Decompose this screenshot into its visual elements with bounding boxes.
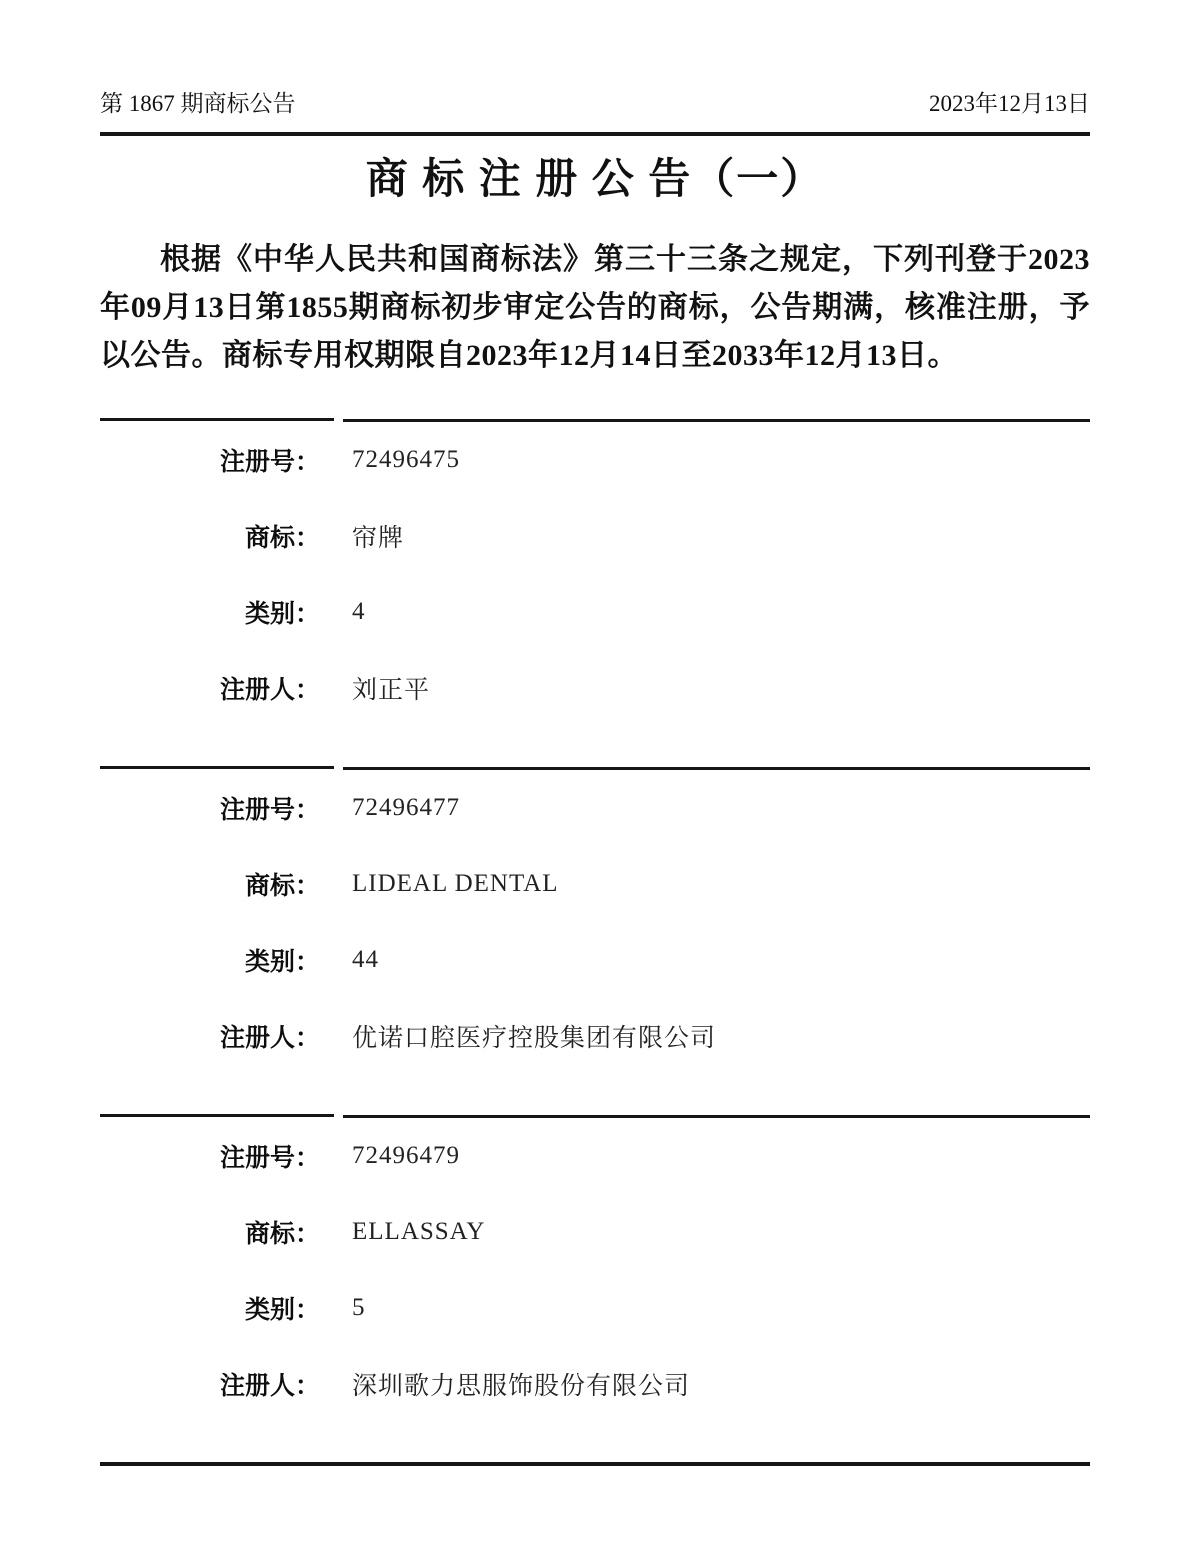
field-value-reg-no: 72496475: [352, 446, 460, 473]
record-field-row: [100, 846, 1090, 922]
field-label-reg-no: 注册号：: [219, 449, 320, 476]
record-body: [100, 422, 1090, 766]
divider-segment-left: [100, 1114, 334, 1117]
record-field-row: [100, 574, 1090, 650]
field-label-category: 类别：: [244, 601, 320, 628]
record-field-row: [100, 498, 1090, 574]
record-field-row: [100, 650, 1090, 726]
field-value-reg-no: 72496479: [352, 1142, 460, 1169]
field-label-category: 类别：: [244, 1297, 320, 1324]
divider-segment-left: [100, 418, 334, 421]
intro-paragraph: 根据《中华人民共和国商标法》第三十三条之规定，下列刊登于2023年09月13日第1855期商标初步审定公告的商标，公告期满，核准注册，予以公告。商标专用权期限自2023年12月14日至2033年12月13日。: [100, 243, 1090, 372]
record-body: [100, 1118, 1090, 1462]
page-title: 商 标 注 册 公 告（一）: [365, 157, 825, 203]
field-value-trademark: 帘牌: [352, 525, 405, 552]
record-body: [100, 770, 1090, 1114]
field-value-registrant: 深圳歌力思服饰股份有限公司: [352, 1373, 691, 1400]
header-divider: [100, 132, 1090, 136]
field-label-reg-no: 注册号：: [219, 797, 320, 824]
header-issue-label: 第 1867 期商标公告: [100, 91, 296, 116]
field-label-reg-no: 注册号：: [219, 1145, 320, 1172]
field-value-registrant: 优诺口腔医疗控股集团有限公司: [352, 1025, 717, 1052]
field-value-reg-no: 72496477: [352, 794, 460, 821]
field-value-category: 4: [352, 598, 366, 625]
record-field-row: [100, 770, 1090, 846]
field-label-trademark: 商标：: [244, 873, 320, 900]
trademark-record: [100, 1114, 1090, 1462]
divider-segment-right: [343, 419, 1090, 422]
record-field-row: [100, 1118, 1090, 1194]
field-value-registrant: 刘正平: [352, 677, 431, 704]
divider-segment-right: [343, 767, 1090, 770]
page-header: [100, 0, 1090, 118]
record-field-row: [100, 1270, 1090, 1346]
record-field-row: [100, 422, 1090, 498]
divider-segment-left: [100, 766, 334, 769]
field-value-trademark: ELLASSAY: [352, 1218, 486, 1245]
record-field-row: [100, 998, 1090, 1074]
field-label-trademark: 商标：: [244, 525, 320, 552]
field-value-category: 44: [352, 946, 379, 973]
divider-segment-right: [343, 1115, 1090, 1118]
record-field-row: [100, 1194, 1090, 1270]
record-field-row: [100, 922, 1090, 998]
record-field-row: [100, 1346, 1090, 1422]
field-value-category: 5: [352, 1294, 366, 1321]
field-label-registrant: 注册人：: [219, 677, 320, 704]
trademark-record: [100, 766, 1090, 1114]
field-value-trademark: LIDEAL DENTAL: [352, 870, 559, 897]
field-label-trademark: 商标：: [244, 1221, 320, 1248]
field-label-registrant: 注册人：: [219, 1373, 320, 1400]
page-content: [100, 0, 1090, 1466]
trademark-record: [100, 418, 1090, 766]
field-label-registrant: 注册人：: [219, 1025, 320, 1052]
bottom-divider: [100, 1462, 1090, 1466]
header-date-label: 2023年12月13日: [929, 91, 1090, 116]
field-label-category: 类别：: [244, 949, 320, 976]
